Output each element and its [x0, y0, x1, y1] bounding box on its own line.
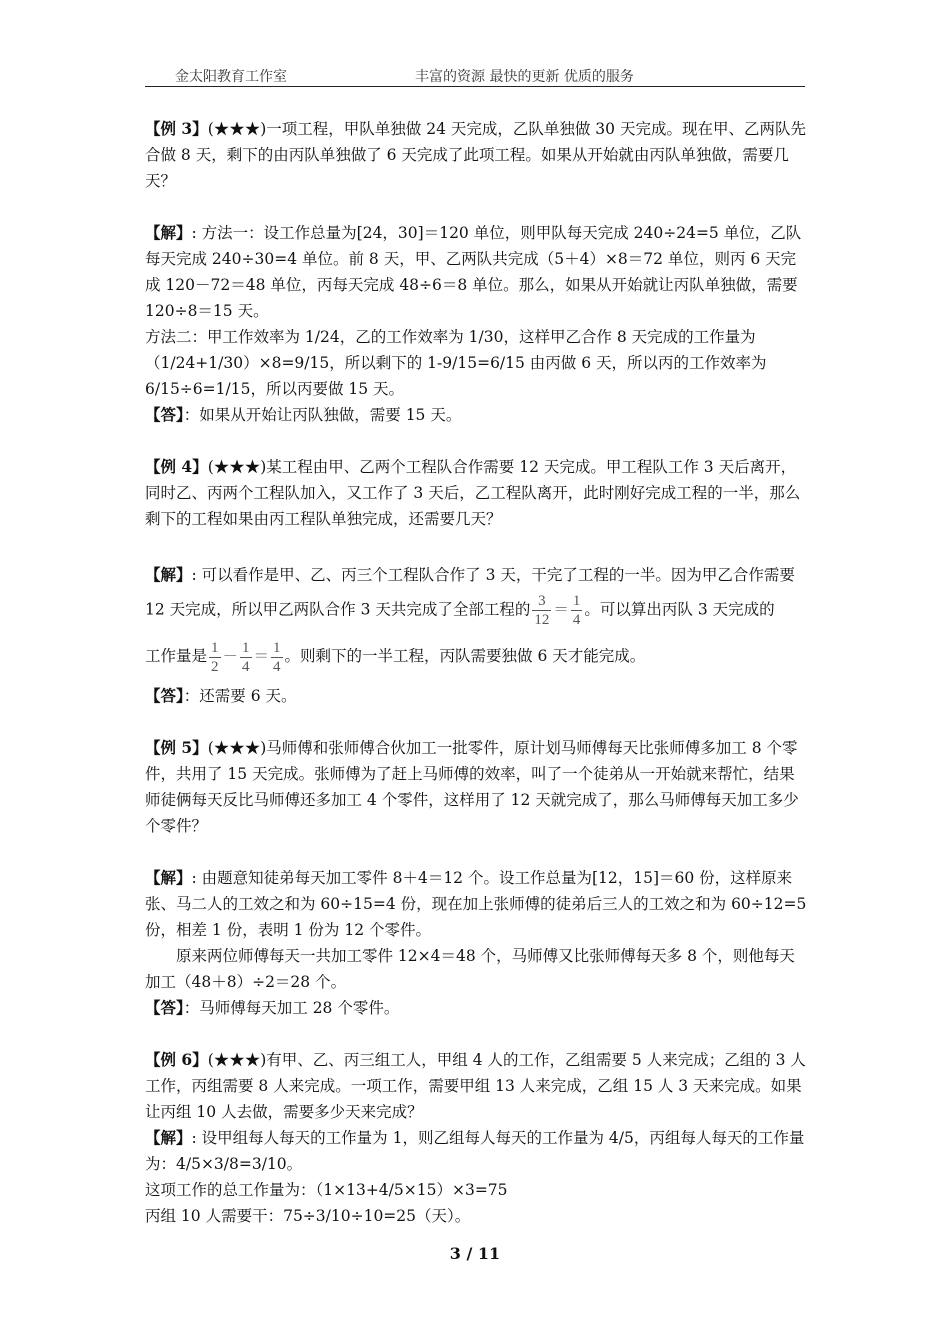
- example-tag: 【例 5】: [145, 738, 208, 757]
- page-header: [145, 64, 805, 87]
- solution-tag: 【解】: [145, 868, 192, 887]
- example-3-answer: [145, 402, 807, 428]
- solution-tag: 【解】: [145, 565, 192, 584]
- example-3-question: [145, 116, 807, 194]
- example-5-question: [145, 735, 807, 839]
- answer-text: ：马师傅每天加工 28 个零件。: [183, 999, 400, 1017]
- example-4-solution: [145, 558, 807, 629]
- fraction-1-4: $\frac{1}{4}$: [242, 639, 250, 675]
- answer-text: ：如果从开始让丙队独做，需要 15 天。: [183, 406, 462, 424]
- equals-sign: ＝: [553, 600, 569, 619]
- example-text: (★★★)有甲、乙、丙三组工人，甲组 4 人的工作，乙组需要 5 人来完成；乙组的 3 人工作，丙组需要 8 人来完成。一项工作，需要甲组 13 人来完成，乙组 15 人 3 天来完成。如果让丙组 10 人去做，需要多少天来完成？: [145, 1051, 806, 1121]
- solution-text-cont: 。可以算出丙队 3 天完成的: [584, 600, 775, 619]
- fraction-3-12: $\frac{3}{12}$: [534, 593, 550, 628]
- example-tag: 【例 3】: [145, 119, 208, 138]
- example-6-solution-2: 这项工作的总工作量为：（1×13+4/5×15）×3=75: [145, 1181, 508, 1199]
- example-text: (★★★)某工程由甲、乙两个工程队合作需要 12 天完成。甲工程队工作 3 天后离开，同时乙、丙两个工程队加入，又工作了 3 天后，乙工程队离开，此时刚好完成工程的一半，那么剩下的工程如果由丙工程队单独完成，还需要几天？: [145, 458, 801, 528]
- example-4-solution-2: [145, 629, 807, 683]
- solution-text: : 可以看作是甲、乙、丙三个工程队合作了 3 天，干完了工程的一半。因为甲乙合作需要 12 天完成，所以甲乙两队合作 3 天共完成了全部工程的: [145, 566, 795, 619]
- header-left: 金太阳教育工作室: [175, 69, 287, 85]
- fraction-1-4-result: $\frac{1}{4}$: [273, 639, 281, 675]
- answer-text: ：还需要 6 天。: [183, 687, 297, 705]
- example-text: (★★★)一项工程，甲队单独做 24 天完成，乙队单独做 30 天完成。现在甲、乙两队先合做 8 天，剩下的由丙队单独做了 6 天完成了此项工程。如果从开始就由丙队单独做，需要几天？: [145, 120, 806, 190]
- example-4-question: [145, 454, 807, 532]
- example-5-answer: [145, 995, 807, 1021]
- example-3-solution-2: 方法二：甲工作效率为 1/24，乙的工作效率为 1/30，这样甲乙合作 8 天完成的工作量为（1/24+1/30）×8=9/15，所以剩下的 1-9/15=6/15 由丙做 6 天，所以丙的工作效率为 6/15÷6=1/15，所以丙要做 15 天。: [145, 328, 767, 398]
- example-4-answer: [145, 683, 807, 709]
- fraction-1-2: $\frac{1}{2}$: [211, 639, 219, 675]
- solution-text-cont: 。则剩下的一半工程，丙队需要独做 6 天才能完成。: [284, 647, 646, 665]
- example-5-solution: [145, 865, 807, 943]
- solution-tag: 【解】: [145, 223, 192, 242]
- fraction-1-4: $\frac{1}{4}$: [572, 593, 581, 628]
- example-6-solution-3: 丙组 10 人需要干：75÷3/10÷10=25（天）。: [145, 1207, 471, 1225]
- solution-text: : 由题意知徒弟每天加工零件 8＋4＝12 个。设工作总量为[12，15]＝60 份，这样原来张、马二人的工效之和为 60÷15=4 份，现在加上张师傅的徒弟后三人的工效之和为 60÷12=5 份，相差 1 份，表明 1 份为 12 个零件。: [145, 869, 807, 939]
- solution-tag: 【解】: [145, 1128, 192, 1147]
- solution-text: 工作量是: [145, 647, 208, 665]
- equals-sign: ＝: [253, 647, 270, 665]
- solution-text: : 方法一：设工作总量为[24，30]＝120 单位，则甲队每天完成 240÷24=5 单位，乙队每天完成 240÷30=4 单位。前 8 天，甲、乙两队共完成（5＋4）×8＝72 单位，则丙 6 天完成 120－72＝48 单位，丙每天完成 48÷6＝8 单位。那么，如果从开始就让丙队单独做，需要 120÷8＝15 天。: [145, 224, 802, 320]
- answer-tag: 【答】: [145, 686, 184, 705]
- example-tag: 【例 4】: [145, 457, 208, 476]
- solution-text: : 设甲组每人每天的工作量为 1，则乙组每人每天的工作量为 4/5，丙组每人每天的工作量为：4/5×3/8=3/10。: [145, 1129, 805, 1173]
- example-6-question: [145, 1047, 807, 1125]
- header-right: 丰富的资源 最快的更新 优质的服务: [415, 69, 634, 85]
- example-3-solution: [145, 220, 807, 324]
- example-tag: 【例 6】: [145, 1050, 208, 1069]
- page-number: 3 / 11: [449, 1244, 501, 1263]
- answer-tag: 【答】: [145, 405, 184, 424]
- example-text: (★★★)马师傅和张师傅合伙加工一批零件，原计划马师傅每天比张师傅多加工 8 个零件，共用了 15 天完成。张师傅为了赶上马师傅的效率，叫了一个徒弟从一开始就来帮忙，结果师徒俩每天反比马师傅还多加工 4 个零件，这样用了 12 天就完成了，那么马师傅每天加工多少个零件？: [145, 739, 799, 835]
- minus-sign: －: [222, 647, 239, 665]
- document-body: [145, 116, 807, 1229]
- answer-tag: 【答】: [145, 998, 184, 1017]
- example-6-solution: [145, 1125, 807, 1177]
- example-5-solution-2: 原来两位师傅每天一共加工零件 12×4＝48 个，马师傅又比张师傅每天多 8 个，则他每天加工（48＋8）÷2＝28 个。: [145, 947, 795, 991]
